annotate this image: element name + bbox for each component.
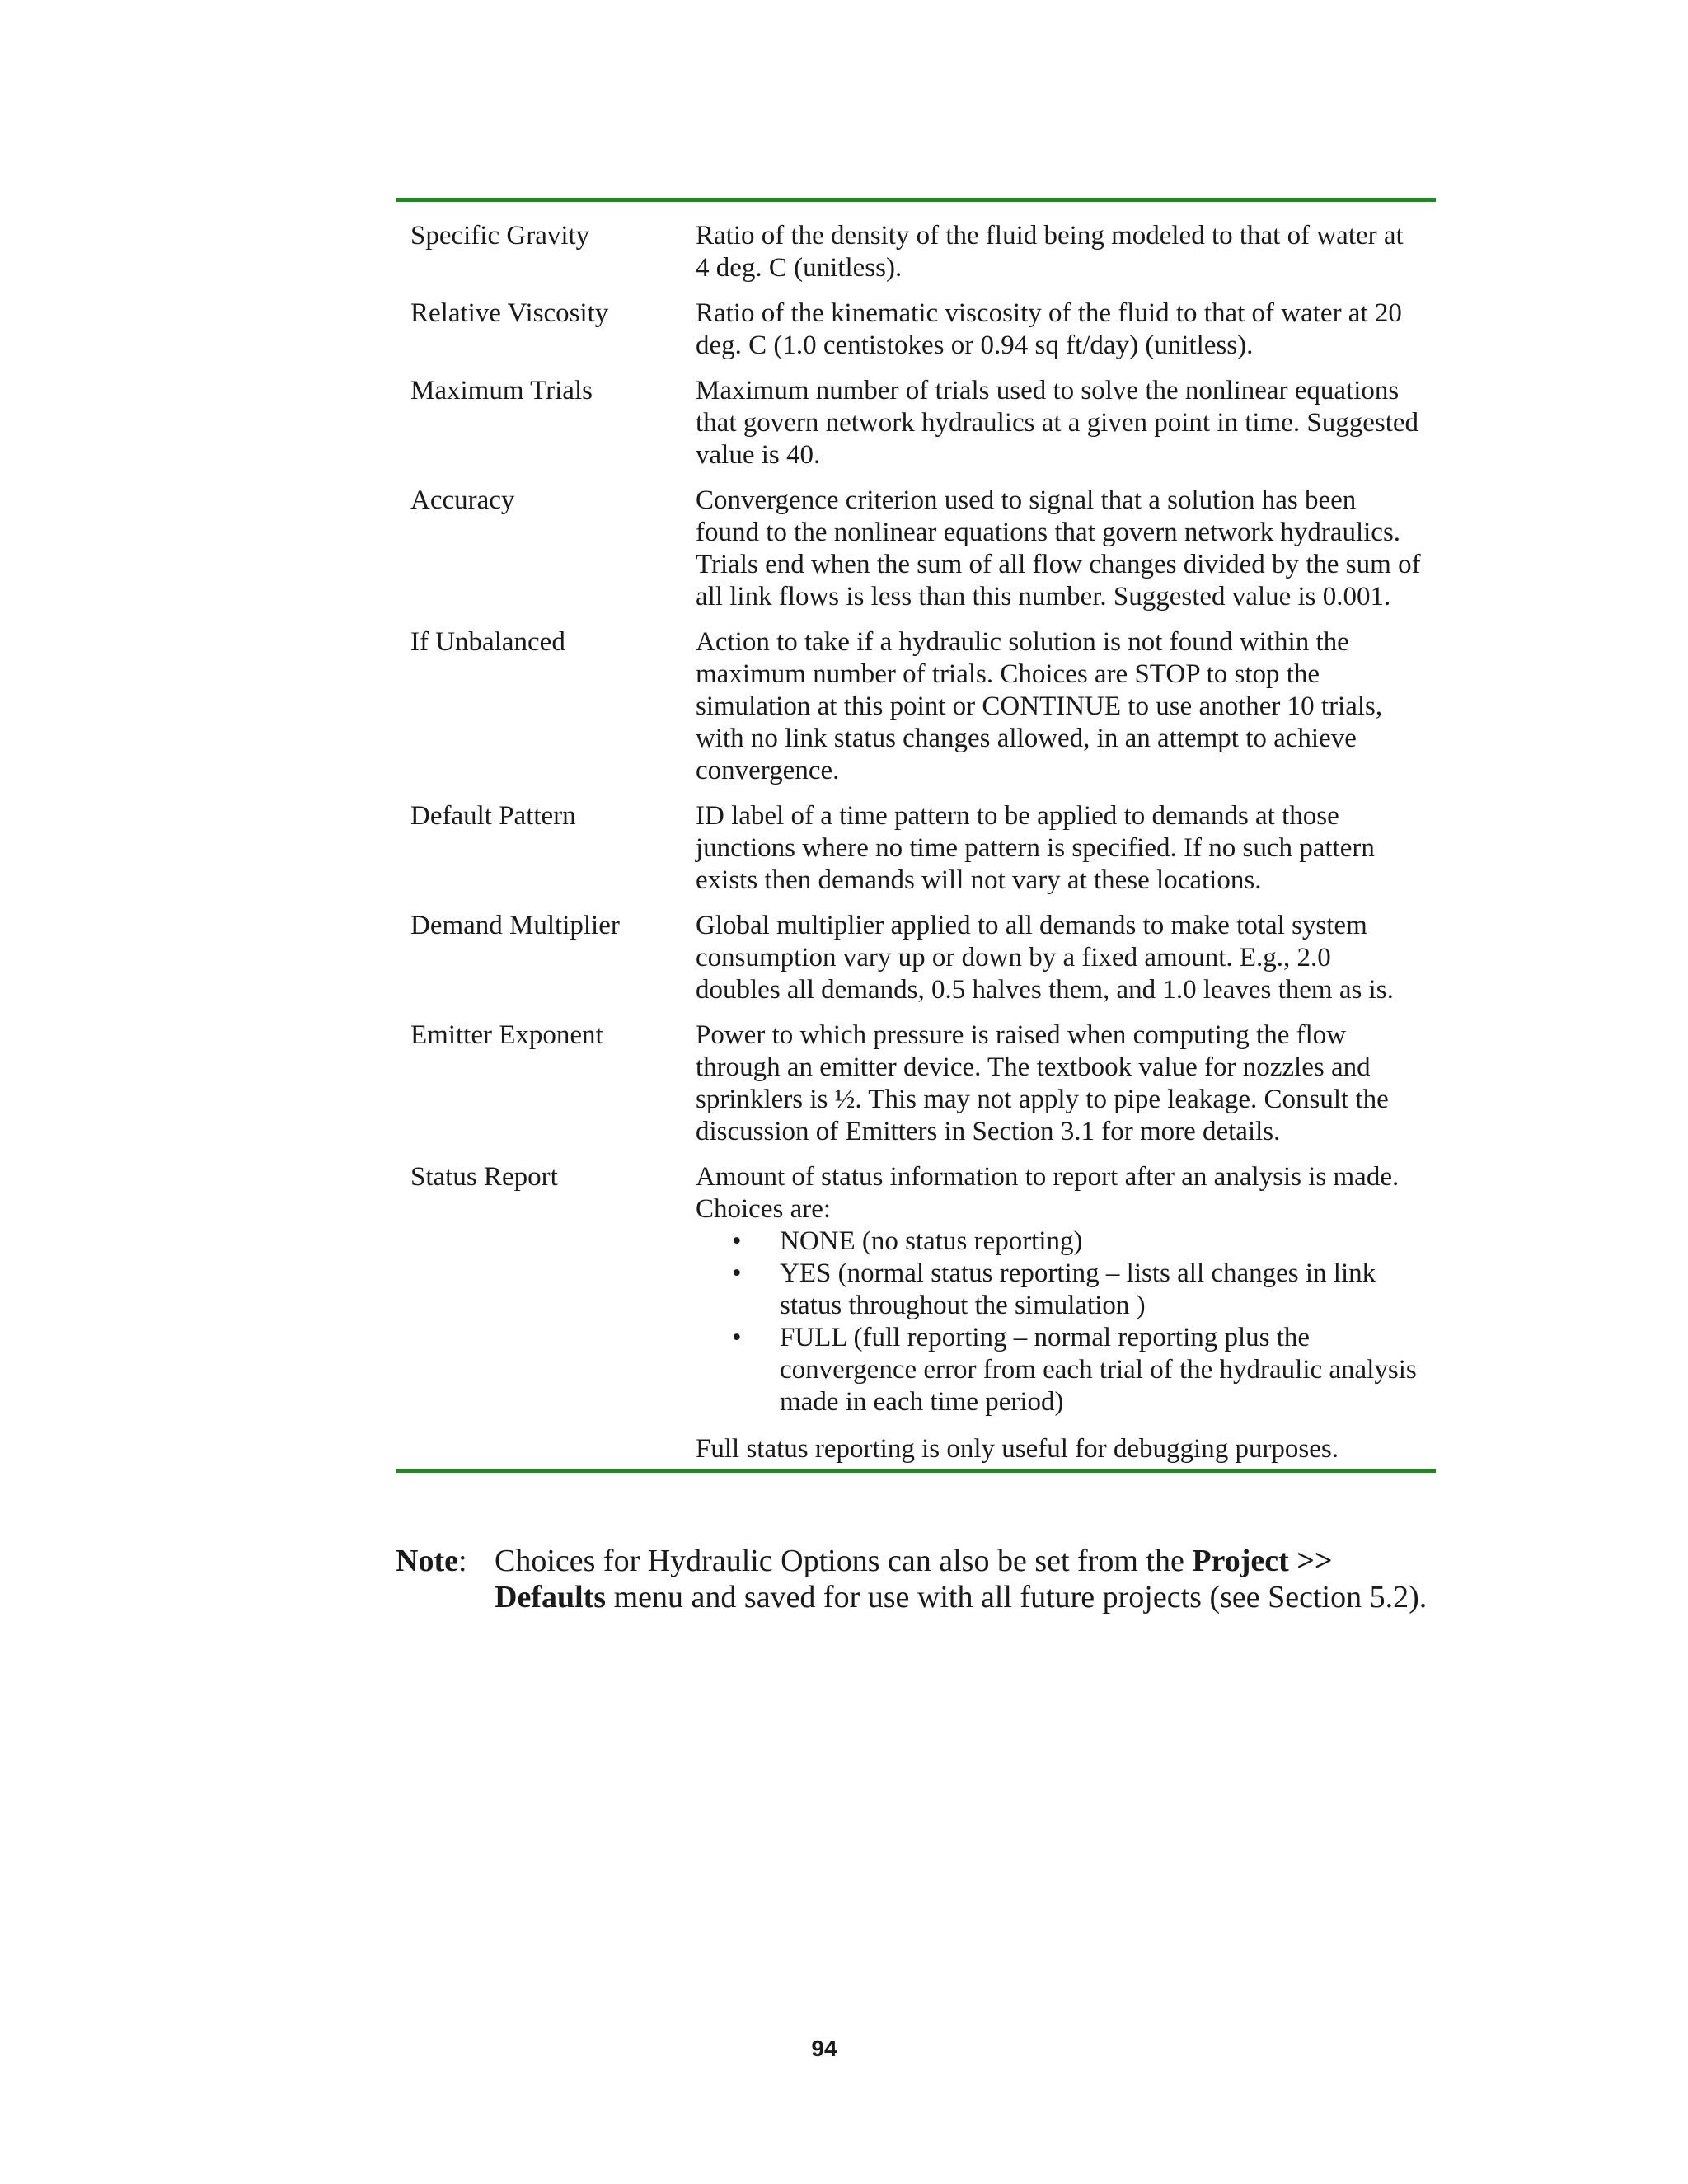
bullet-icon: • [732, 1323, 742, 1352]
list-item [696, 1322, 1421, 1418]
hydraulic-options-table [396, 198, 1436, 1473]
page-number: 94 [811, 2036, 837, 2061]
option-term: Relative Viscosity [410, 298, 609, 328]
option-description: Global multiplier applied to all demands to make total system consumption vary up or down by a fixed amount. E.g., 2.0 doubles all demands, 0.5 halves them, and 1.0 leaves them as is. [696, 911, 1394, 1005]
bullet-icon: • [732, 1226, 742, 1256]
option-row-if-unbalanced [396, 626, 1436, 787]
note-menu-path: Project >> Defaults [495, 1544, 1333, 1615]
bullet-icon: • [732, 1258, 742, 1288]
option-term: Accuracy [410, 485, 515, 515]
note-label [396, 1543, 495, 1615]
option-row-status-report [396, 1161, 1436, 1465]
status-report-footnote: Full status reporting is only useful for debugging purposes. [696, 1434, 1339, 1464]
option-description: Action to take if a hydraulic solution is not found within the maximum number of trials. Choices are STOP to stop the simulation at this point or CONTINUE to use another 10 trials, with no link status changes allowed, in an attempt to achieve convergence. [696, 627, 1383, 785]
option-row-emitter-exponent [396, 1019, 1436, 1148]
note-label-text: Note [396, 1544, 458, 1578]
option-row-accuracy [396, 485, 1436, 613]
option-description: ID label of a time pattern to be applied to demands at those junctions where no time pattern is specified. If no such pattern exists then demands will not vary at these locations. [696, 801, 1375, 895]
option-description: Convergence criterion used to signal that a solution has been found to the nonlinear equations that govern network hydraulics. Trials end when the sum of all flow changes divided by the sum of all link flows is less than this number. Suggested value is 0.001. [696, 485, 1421, 612]
note-text [495, 1543, 1442, 1615]
option-term: Specific Gravity [410, 221, 590, 251]
status-report-intro: Amount of status information to report after an analysis is made. Choices are: [696, 1162, 1400, 1224]
option-row-relative-viscosity [396, 298, 1436, 362]
option-row-maximum-trials [396, 375, 1436, 471]
option-term: Emitter Exponent [410, 1020, 603, 1050]
option-description: Ratio of the density of the fluid being modeled to that of water at 4 deg. C (unitless). [696, 221, 1404, 283]
choice-text: YES (normal status reporting – lists all changes in link status throughout the simulation ) [780, 1258, 1376, 1320]
choice-text: NONE (no status reporting) [780, 1226, 1083, 1256]
option-row-demand-multiplier [396, 910, 1436, 1006]
option-description: Maximum number of trials used to solve the nonlinear equations that govern network hydraulics at a given point in time. Suggested value is 40. [696, 376, 1419, 470]
option-term: Maximum Trials [410, 376, 593, 405]
list-item [696, 1226, 1421, 1258]
option-term: If Unbalanced [410, 627, 565, 657]
status-choices-list [696, 1226, 1421, 1418]
option-description: Ratio of the kinematic viscosity of the fluid to that of water at 20 deg. C (1.0 centistokes or 0.94 sq ft/day) (unitless). [696, 298, 1402, 360]
note-colon: : [457, 1544, 467, 1578]
choice-text: FULL (full reporting – normal reporting plus the convergence error from each trial of the hydraulic analysis made in each time period) [780, 1323, 1417, 1417]
option-term: Status Report [410, 1162, 558, 1192]
option-description [696, 1161, 1421, 1465]
option-description: Power to which pressure is raised when computing the flow through an emitter device. The textbook value for nozzles and sprinklers is ½. This may not apply to pipe leakage. Consult the discussion of Emitters in Section 3.1 for more details. [696, 1020, 1389, 1146]
list-item [696, 1258, 1421, 1322]
option-term: Demand Multiplier [410, 911, 620, 940]
option-term: Default Pattern [410, 801, 576, 831]
option-row-specific-gravity [396, 220, 1436, 284]
note-text-after: menu and saved for use with all future projects (see Section 5.2). [606, 1580, 1428, 1615]
note-text-before: Choices for Hydraulic Options can also be set from the [495, 1544, 1193, 1578]
option-row-default-pattern [396, 800, 1436, 897]
note-block [396, 1543, 1442, 1615]
